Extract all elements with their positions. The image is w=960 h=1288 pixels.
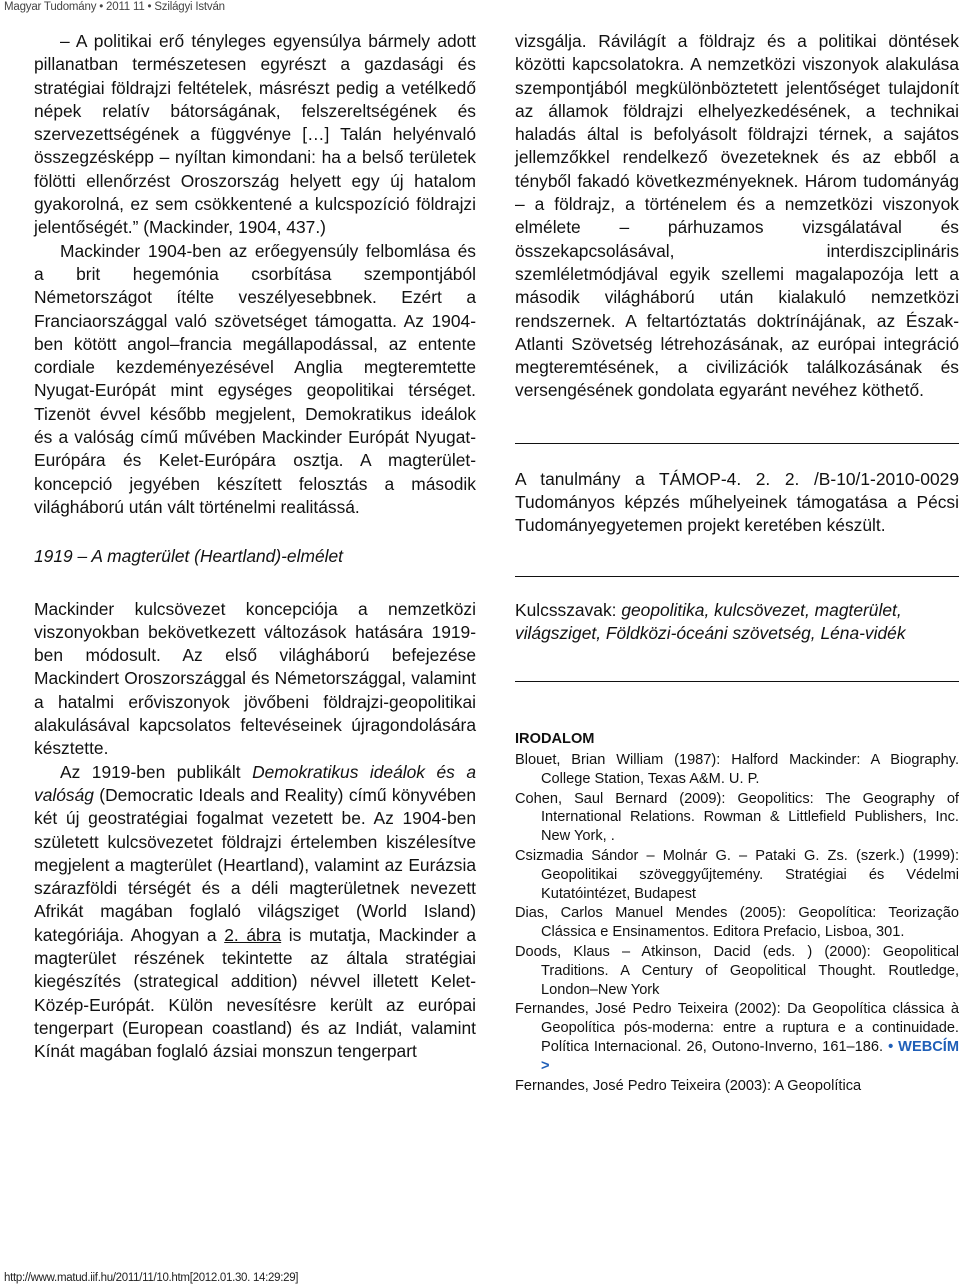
reference-item: Csizmadia Sándor – Molnár G. – Pataki G. Zs. (szerk.) (1999): Geopolitikai szöveggyűjtemény. Stratégiai és Védelmi Kutatóintézet, Budapest (515, 848, 959, 902)
section-subheading: 1919 – A magterület (Heartland)-elmélet (34, 546, 343, 567)
references (515, 730, 959, 1095)
webcim-link[interactable]: • WEBCÍM > (541, 1038, 959, 1074)
funding-note: A tanulmány a TÁMOP-4. 2. 2. /B-10/1-2010-0029 Tudományos képzés műhelyeinek támogatása a Pécsi Tudományegyetemen projekt keretében készült. (515, 468, 959, 536)
reference-item: Fernandes, José Pedro Teixeira (2003): A Geopolítica (515, 1077, 862, 1094)
book-title: Demokratikus ideálok és a valóság (34, 761, 477, 805)
right-column (515, 30, 959, 1095)
reference-item: Cohen, Saul Bernard (2009): Geopolitics: The Geography of International Relations. Rowman & Littlefield Publishers, Inc. New York, . (515, 790, 959, 845)
divider (515, 443, 959, 444)
quote-paragraph: – A politikai erő tényleges egyensúlya bármely adott pillanatban természetesen egyrészt a gazdasági és stratégiai földrajzi feltételek, másrészt pedig a vetélkedő népek relatív bátorságának, felszereltségének és szervezettségének a függvénye […] Talán helyénvaló összegzésképp – nyíltan kimondani: ha a belső területek fölötti ellenőrzést Oroszország helyett egy új hatalom gyakorolná, ez sem csökkentené a kulcspozíció földrajzi jelentőségét.” (Mackinder, 1904, 437.) (34, 31, 476, 238)
reference-item: Doods, Klaus – Atkinson, Dacid (eds. ) (2000): Geopolitical Traditions. A Century of Geopolitical Thought. Routledge, London–New York (515, 944, 959, 998)
divider (515, 576, 959, 577)
references-title: IRODALOM (515, 731, 595, 748)
page-header: Magyar Tudomány • 2011 11 • Szilágyi István (4, 1, 225, 13)
reference-item: Dias, Carlos Manuel Mendes (2005): Geopolítica: Teorização Clássica e Ensinamentos. Editora Prefacio, Lisboa, 301. (515, 905, 959, 941)
reference-item: Blouet, Brian William (1987): Halford Mackinder: A Biography. College Station, Texas A&M. U. P. (515, 752, 959, 787)
keywords: Kulcsszavak: geopolitika, kulcsövezet, magterület, világsziget, Földközi-óceáni szövetség, Léna-vidék (515, 599, 906, 643)
figure-2-link[interactable]: 2. ábra (224, 924, 282, 945)
paragraph-1904: Mackinder 1904-ben az erőegyensúly felbomlása és a brit hegemónia csorbítása szempontjából Németországot ítélte veszélyesebbnek. Ezért a Franciaországgal való szövetséget támogatta. Az 1904-ben kötött angol–francia megállapodással, az entente cordiale kezdeményezésével Anglia megteremtette Nyugat-Európát mint egységes geopolitikai térséget. Tizenöt évvel később megjelent, Demokratikus ideálok és a valóság című művében Mackinder Európát Nyugat-Európára és Kelet-Európára osztja. A magterület-koncepció jegyében készített felosztás a második világháború után vált történelmi realitássá. (34, 240, 476, 517)
left-column (34, 30, 476, 1063)
divider (515, 681, 959, 682)
reference-item: Fernandes, José Pedro Teixeira (2002): Da Geopolítica clássica à Geopolítica pós-moderna: entre a ruptura e a continuidade. Política Internacional. 26, Outono-Inverno, 161–186. • WEBCÍM > (515, 1001, 959, 1074)
paragraph-democratic-ideals: Az 1919-ben publikált Demokratikus ideálok és a valóság (Democratic Ideals and Reality) című könyvében két új geostratégiai fogalmat vezetett be. Az 1904-ben született kulcsövezetet földrajzi értelemben kiszélesítve megjelent a magterület (Heartland), valamint az Eurázsia szárazföldi térségét és a déli magterületnek nevezett Afrikát magában foglaló világsziget (World Island) kategóriája. Ahogyan a 2. ábra is mutatja, Mackinder a magterület részének tekintette az általa stratégiai kiegészítés (strategical addition) névvel illetett Kelet-Közép-Európát. Külön nevesítésre került az európai tengerpart (European coastland) és az Indiát, valamint Kínát magában foglaló ázsiai monszun tengerpart (34, 761, 477, 1062)
page-footer-url: http://www.matud.iif.hu/2011/11/10.htm[2012.01.30. 14:29:29] (4, 1272, 299, 1284)
paragraph-1919: Mackinder kulcsövezet koncepciója a nemzetközi viszonyokban bekövetkezett változások hatására 1919-ben módosult. Az első világháború befejezése Mackindert Oroszországgal és Németországgal, valamint a hatalmi erőviszonyok jövőbeni földrajzi-geopolitikai alakulásával kapcsolatos feltevéseinek újragondolására késztette. (34, 598, 476, 759)
paragraph-conclusion: vizsgálja. Rávilágít a földrajz és a politikai döntések közötti kapcsolatokra. A nemzetközi viszonyok alakulása szempontjából megkülönböztetett jelentőséget tulajdonít az államok földrajzi elhelyezkedésének, a technikai haladás által is befolyásolt földrajzi térnek, a sajátos jellemzőkkel rendelkező övezeteknek és az ebből a tényből fakadó következményeknek. Három tudományág – a földrajz, a történelem és a nemzetközi viszonyok elmélete – párhuzamos vizsgálatával és összekapcsolásával, interdiszciplináris szemléletmódjával egyik szellemi magalapozója lett a második világháború után kialakuló nemzetközi rendszernek. A feltartóztatás doktrínájának, az Észak- Atlanti Szövetség létrehozásának, az európai integráció megteremtésének, a civilizációk találkozásának és versengésének gondolata egyaránt nevéhez köthető. (515, 31, 959, 401)
